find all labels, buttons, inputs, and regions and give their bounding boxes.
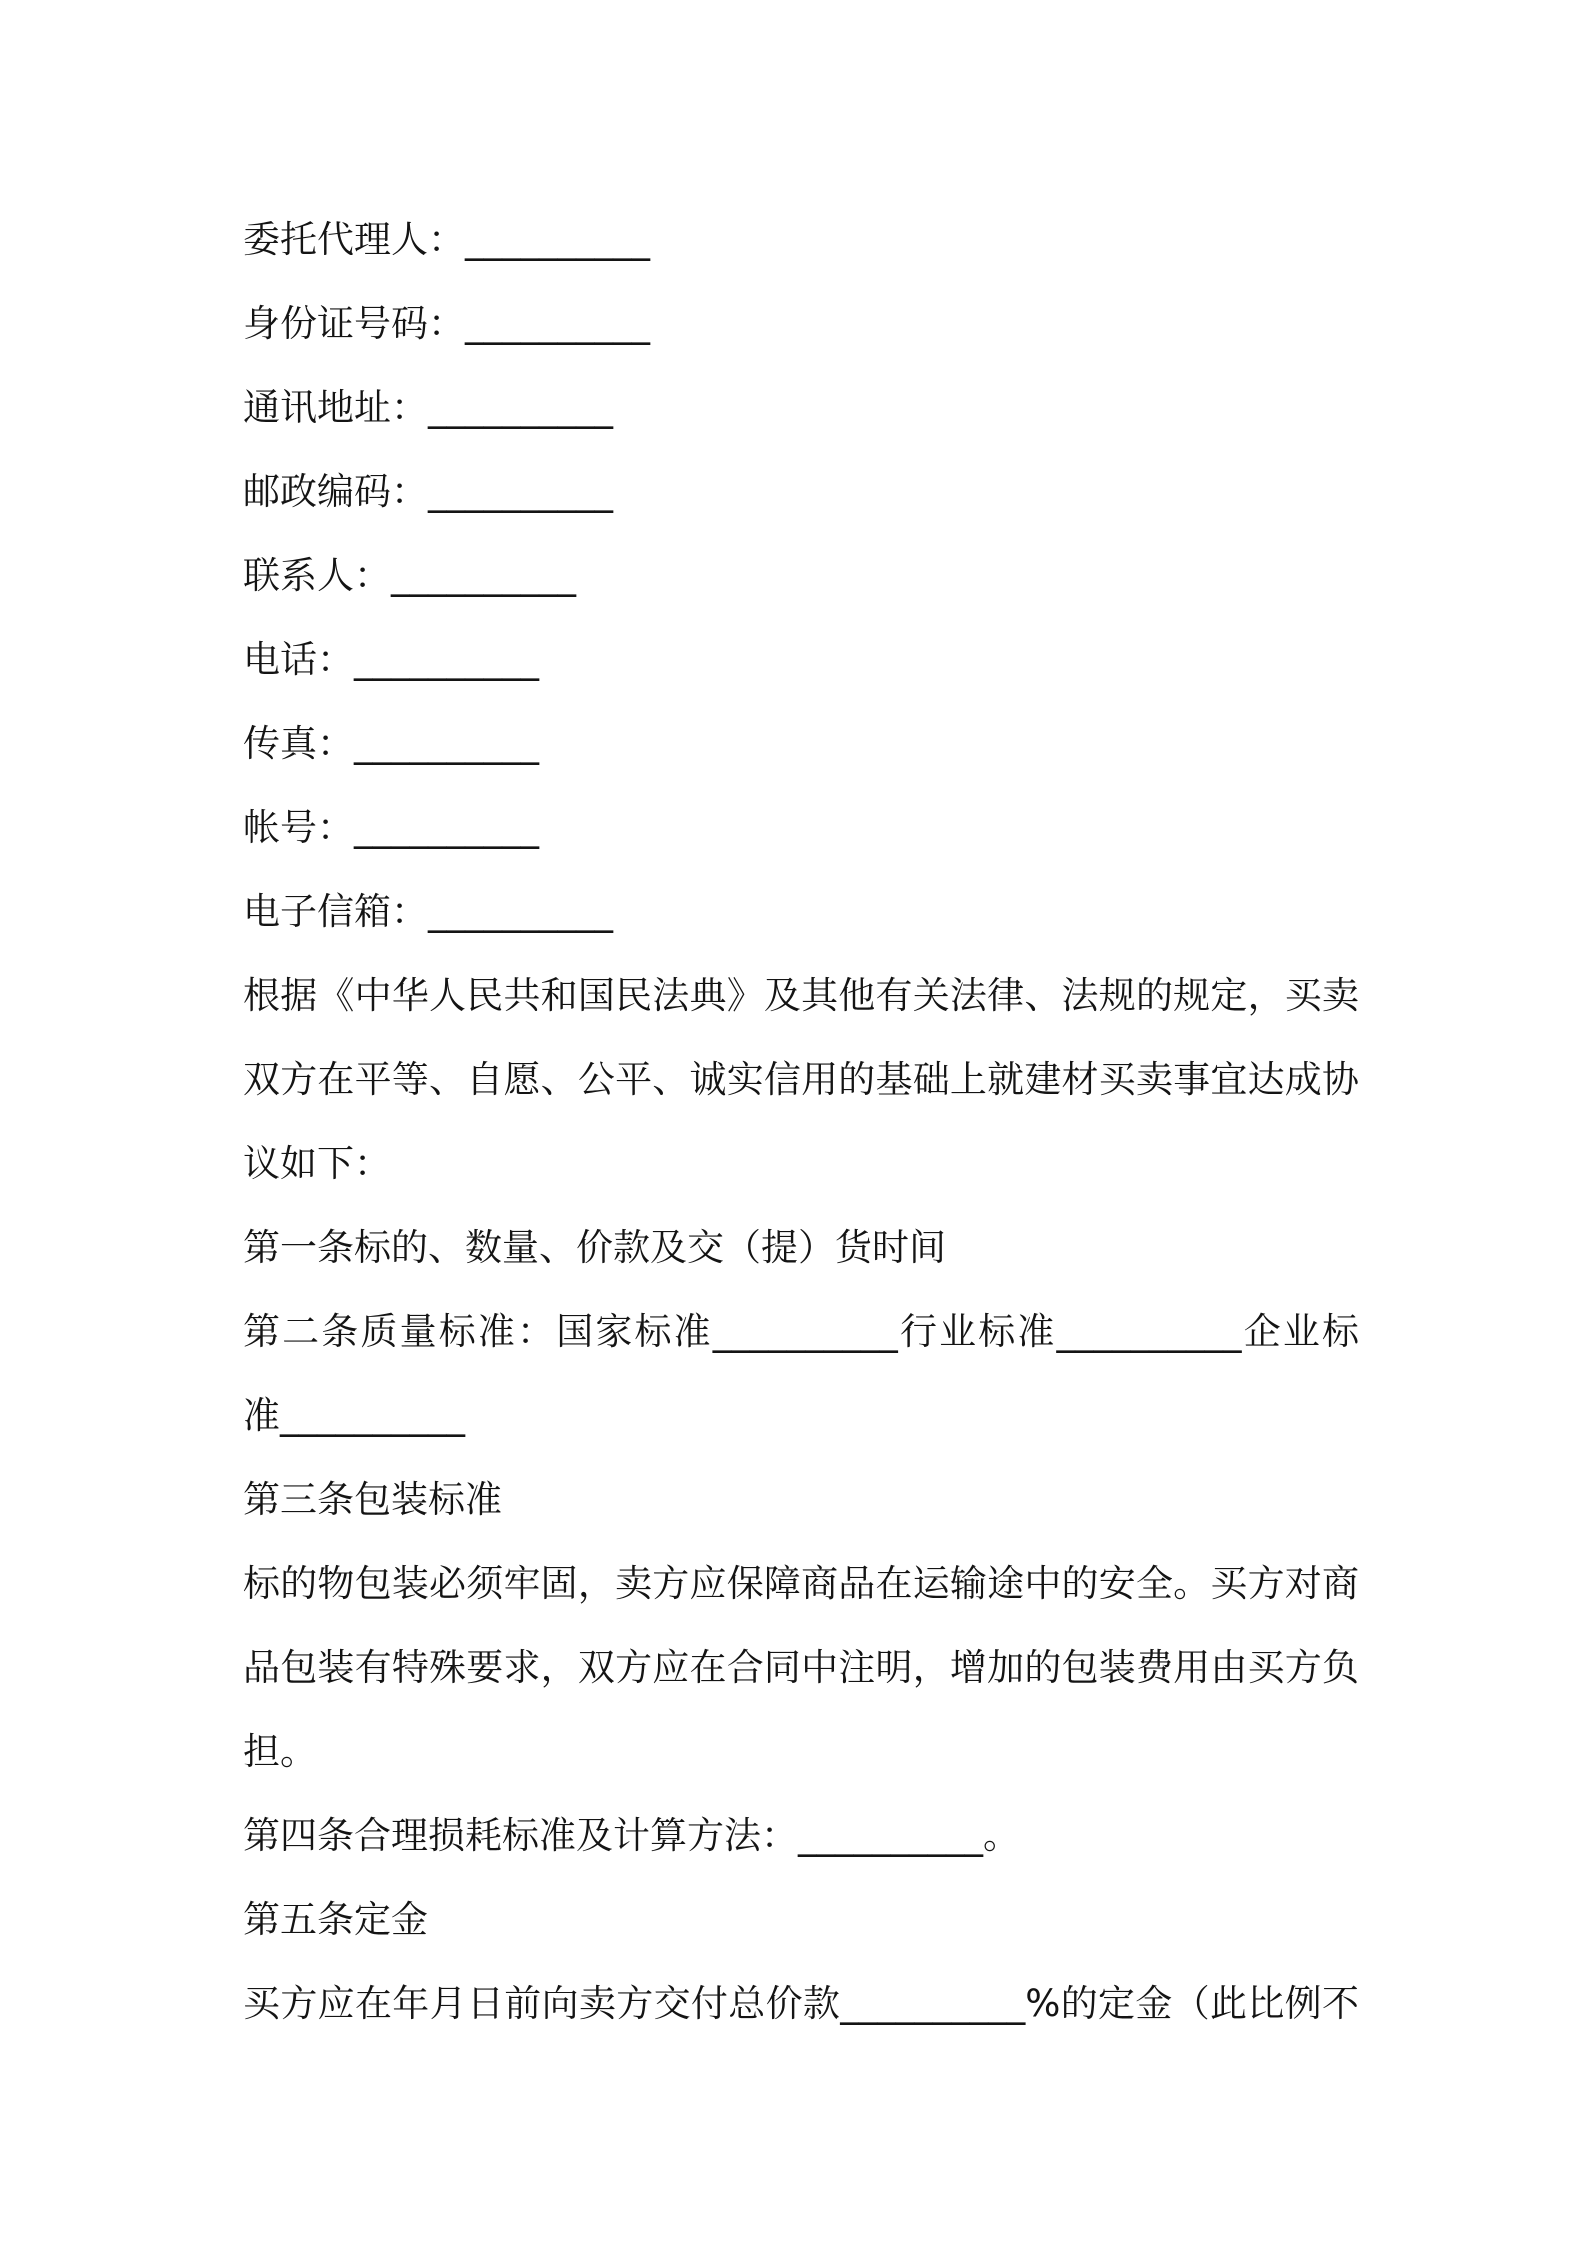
field-contact: 联系人：__________	[243, 554, 576, 597]
article-3-line-1: 标的物包装必须牢固，卖方应保障商品在运输途中的安全。买方对商	[243, 1562, 1359, 1605]
field-phone: 电话：__________	[243, 638, 539, 681]
field-id-number: 身份证号码：__________	[243, 302, 650, 345]
field-email: 电子信箱：__________	[243, 890, 613, 933]
preamble-line-1: 根据《中华人民共和国民法典》及其他有关法律、法规的规定，买卖	[243, 974, 1359, 1017]
article-5-line-1: 买方应在年月日前向卖方交付总价款__________%的定金（此比例不	[243, 1982, 1359, 2025]
field-fax: 传真：__________	[243, 722, 539, 765]
field-account: 帐号：__________	[243, 806, 539, 849]
article-2-line-2: 准__________	[243, 1394, 465, 1437]
article-3-line-3: 担。	[243, 1730, 317, 1773]
preamble-line-2: 双方在平等、自愿、公平、诚实信用的基础上就建材买卖事宜达成协	[243, 1058, 1359, 1101]
field-agent: 委托代理人：__________	[243, 218, 650, 261]
article-5-heading: 第五条定金	[243, 1898, 428, 1941]
field-postcode: 邮政编码：__________	[243, 470, 613, 513]
document-page	[243, 198, 1359, 2046]
article-1-heading: 第一条标的、数量、价款及交（提）货时间	[243, 1226, 946, 1269]
article-2-line-1: 第二条质量标准：国家标准__________行业标准__________企业标	[243, 1310, 1359, 1353]
article-4: 第四条合理损耗标准及计算方法：__________。	[243, 1814, 1020, 1857]
article-3-heading: 第三条包装标准	[243, 1478, 502, 1521]
field-address: 通讯地址：__________	[243, 386, 613, 429]
article-3-line-2: 品包装有特殊要求，双方应在合同中注明，增加的包装费用由买方负	[243, 1646, 1359, 1689]
preamble-line-3: 议如下：	[243, 1142, 391, 1185]
